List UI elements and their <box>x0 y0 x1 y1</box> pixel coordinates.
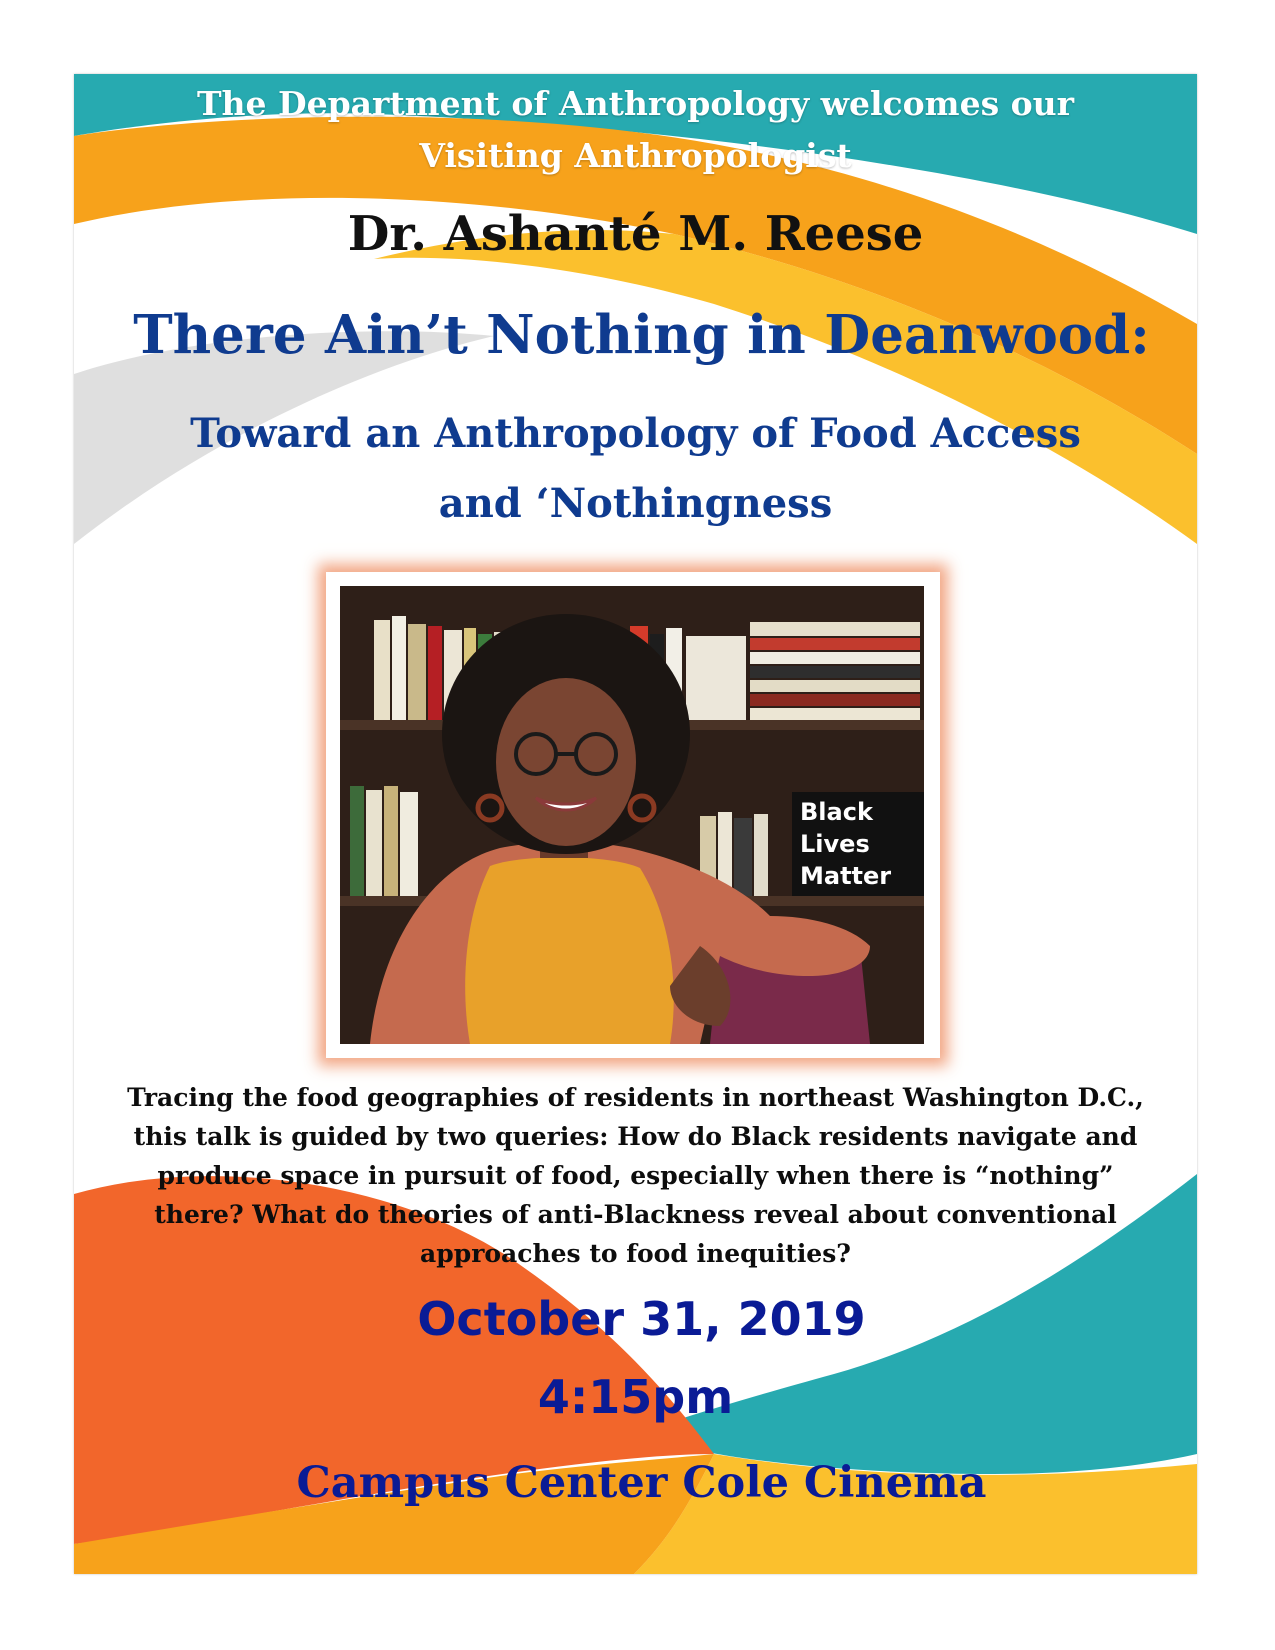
description-line-2: this talk is guided by two queries: How do Black residents navigate and <box>133 1122 1138 1151</box>
event-time: 4:15pm <box>537 1370 734 1424</box>
description-line-1: Tracing the food geographies of residents in northeast Washington D.C., <box>127 1083 1144 1112</box>
event-venue: Campus Center Cole Cinema <box>296 1458 987 1508</box>
sign-word-1: Black <box>800 798 873 826</box>
talk-subtitle <box>74 399 1197 539</box>
event-date: October 31, 2019 <box>417 1292 866 1346</box>
event-poster <box>74 74 1197 1574</box>
intro-line-2: Visiting Anthropologist <box>419 136 852 175</box>
sign-word-2: Lives <box>800 830 870 858</box>
subtitle-line-1: Toward an Anthropology of Food Access <box>190 410 1081 457</box>
talk-description <box>94 1078 1177 1273</box>
description-line-5: approaches to food inequities? <box>420 1239 851 1268</box>
subtitle-line-2: and ‘Nothingness <box>438 480 833 527</box>
speaker-name: Dr. Ashanté M. Reese <box>347 206 924 262</box>
description-line-4: there? What do theories of anti-Blackness reveal about conventional <box>154 1200 1117 1229</box>
sign-word-3: Matter <box>800 862 892 890</box>
speaker-photo-illustration <box>340 586 924 1044</box>
speaker-photo-frame <box>326 572 940 1058</box>
description-line-3: produce space in pursuit of food, especially when there is “nothing” <box>157 1161 1114 1190</box>
speaker-photo <box>340 586 924 1044</box>
black-lives-matter-sign <box>792 792 924 896</box>
intro-text <box>74 78 1197 182</box>
intro-line-1: The Department of Anthropology welcomes our <box>196 84 1075 123</box>
talk-title: There Ain’t Nothing in Deanwood: <box>133 304 1150 366</box>
